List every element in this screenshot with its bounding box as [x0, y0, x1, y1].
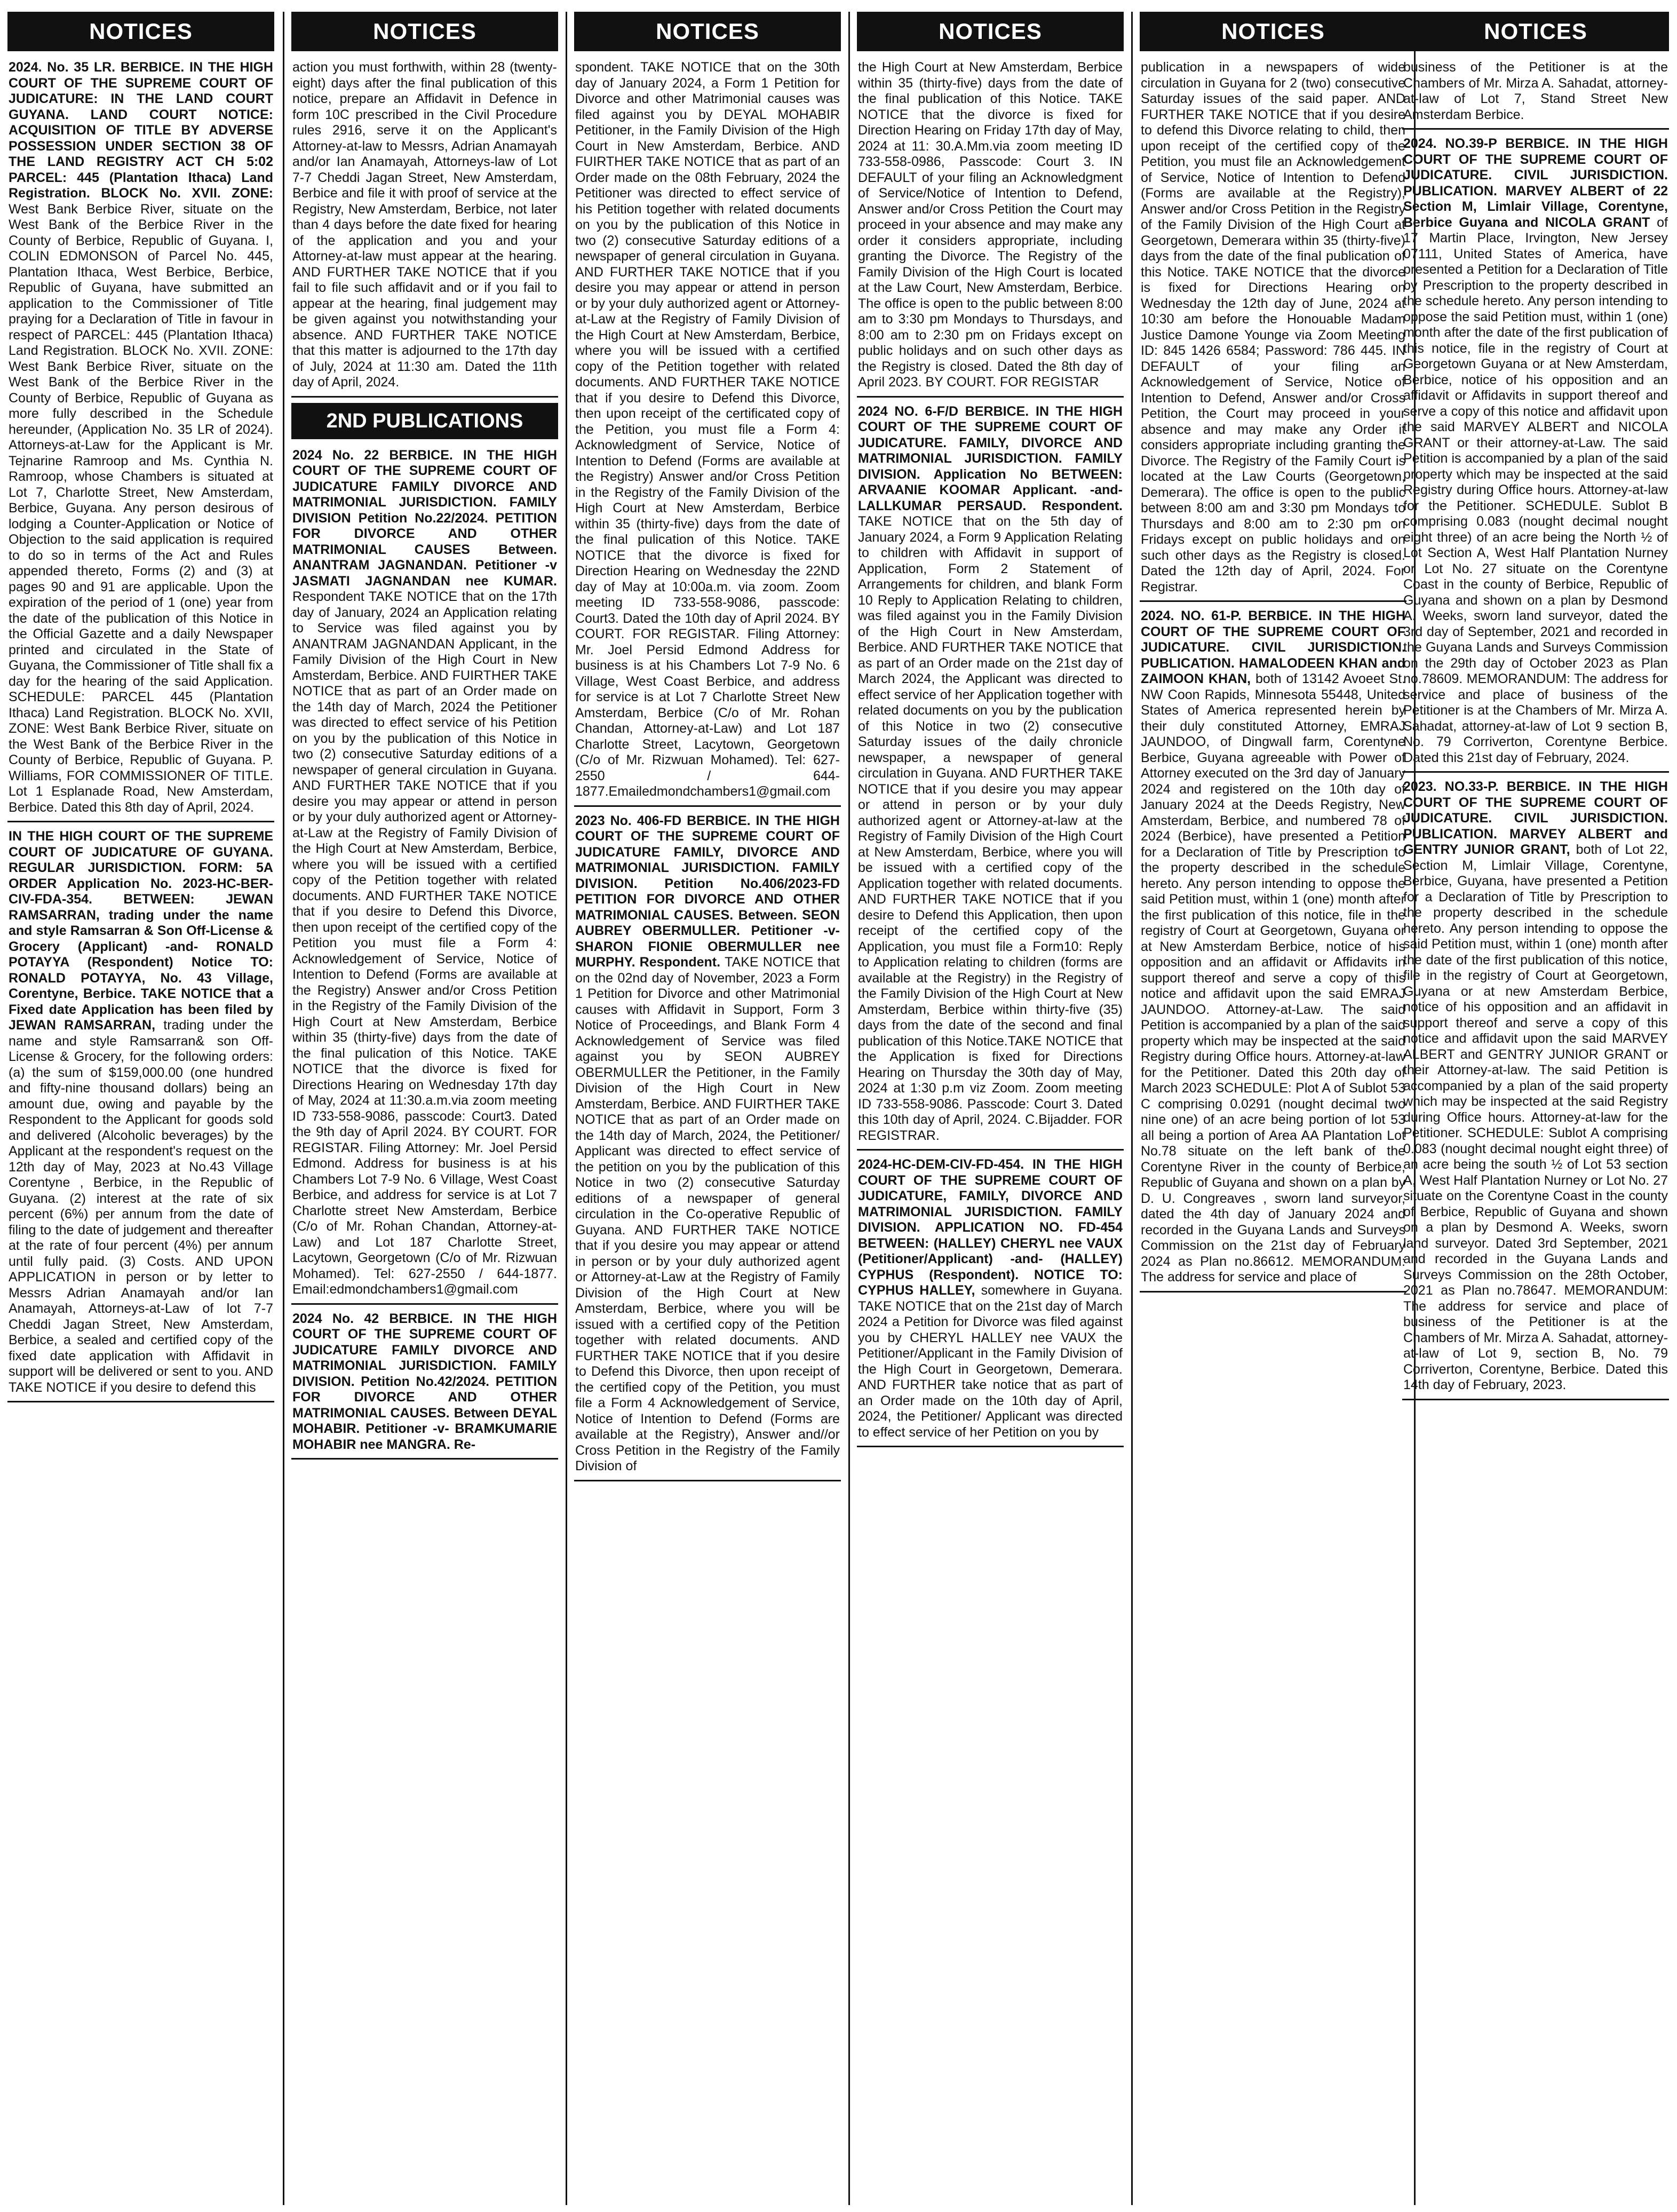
notice: 2024 No. 42 BERBICE. IN THE HIGH COURT OF THE SUPREME COURT OF JUDICATURE FAMILY DIVORCE AND MATRIMONIAL JURISDICTION. FAMILY DIVISION. Petition No.42/2024. PETITION FOR DIVORCE AND OTHER MATRIMONIAL CAUSES. Between DEYAL MOHABIR. Petitioner -v- BRAMKUMARIE MOHABIR nee MANGRA. Re-	[291, 1310, 558, 1460]
notice: 2024 No. 22 BERBICE. IN THE HIGH COURT OF THE SUPREME COURT OF JUDICATURE FAMILY DIVORCE AND MATRIMONIAL JURISDICTION. FAMILY DIVISION Petition No.22/2024. PETITION FOR DIVORCE AND OTHER MATRIMONIAL CAUSES Between. ANANTRAM JAGNANDAN. Petitioner -v JASMATI JAGNANDAN nee KUMAR. Respondent TAKE NOTICE that on the 17th day of January, 2024 an Application relating to Service was filed against you by ANANTRAM JAGNANDAN Applicant, in the Family Division of the High Court in New Amsterdam, Berbice. AND FUIRTHER TAKE NOTICE that as part of an Order made on the 14th day of March, 2024 the Petitioner was directed to effect service of his Petition on you by the publication of this Notice in two (2) consecutive Saturday editions of a newspaper of general circulation in Guyana. AND FURTHER TAKE NOTICE that if you desire you may appear or attend in person or by your duly authorized agent or Attorney-at-Law at the Registry of Family Division of the High Court at New Amsterdam, Berbice, where you will be issued with a certified copy of the Petition together with related documents. AND FURTHER TAKE NOTICE that if you desire to Defend this Divorce, then upon receipt of the certified copy of the Petition you must file a Form 4: Acknowledgement of Service, Notice of Intention to Defend (Forms are available at the Registry) Answer and/or Cross Petition in the Registry of the Family Division of the High Court at New Amsterdam, Berbice within 35 (thirty-five) days from the date of the final pulication of this Notice. TAKE NOTICE that the divorce is fixed for Directions Hearing on Wednesday 17th day of May, 2024 at 11:30.a.m.via zoom meeting ID 733-558-9086, passcode: Court3. Dated the 9th day of April 2024. BY COURT. FOR REGISTAR. Filing Attorney: Mr. Joel Persid Edmond. Address for business is at his Chambers Lot 7-9 No. 6 Village, West Coast Berbice, and address for service is at Lot 7 Charlotte street New Amsterdam, Berbice (C/o of Mr. Rohan Chandan, Attorney-at-Law) and Lot 187 Charlotte Street, Lacytown, Georgetown (C/o of Mr. Rizwuan Mohamed). Tel: 627-2550 / 644-1877. Email:edmondchambers1@gmail.com	[291, 447, 558, 1305]
column-header: NOTICES	[7, 12, 274, 51]
column-5	[1140, 12, 1406, 2205]
column-3	[574, 12, 841, 2205]
notice: 2024-HC-DEM-CIV-FD-454. IN THE HIGH COURT OF THE SUPREME COURT OF JUDICATURE, FAMILY, DIVORCE AND MATRIMONIAL JURISDICTION. FAMILY DIVISION. APPLICATION NO. FD-454 BETWEEN: (HALLEY) CHERYL nee VAUX (Petitioner/Applicant) -and- (HALLEY) CYPHUS (Respondent). NOTICE TO: CYPHUS HALLEY, somewhere in Guyana. TAKE NOTICE that on the 21st day of March 2024 a Petition for Divorce was filed against you by CHERYL HALLEY nee VAUX the Petitioner/Applicant in the Family Division of the High Court in Georgetown, Demerara. AND FURTHER take notice that as part of an Order made on the 10th day of April, 2024, the Petitioner/ Applicant was directed to effect service of her Petition on you by	[857, 1156, 1124, 1447]
notice: 2024 NO. 6-F/D BERBICE. IN THE HIGH COURT OF THE SUPREME COURT OF JUDICATURE. FAMILY, DIVORCE AND MATRIMONIAL JURISDICTION. FAMILY DIVISION. Application No BETWEEN: ARVAANIE KOOMAR Applicant. -and- LALLKUMAR PERSAUD. Respondent. TAKE NOTICE that on the 5th day of January 2024, a Form 9 Application Relating to children with Affidavit in support of Application, Form 2 Statement of Arrangements for children, and blank Form 10 Reply to Application Relating to children, was filed against you in the Family Division of the High Court in New Amsterdam, Berbice. AND FURTHER TAKE NOTICE that as part of an Order made on the 21st day of March 2024, the Applicant was directed to effect service of her Application together with related documents on you by the publication of this Notice in two (2) consecutive Saturday issues of the daily chronicle newspaper, a newspaper of general circulation in Guyana. AND FURTHER TAKE NOTICE that if you desire you may appear or attend in person or by your duly authorized agent or Attorney-at-law at the Registry of Family Division of the High Court at New Amsterdam, Berbice, where you will be issued with a certified copy of the Application together with related documents. AND FURTHER TAKE NOTICE that if you desire to Defend this Application, then upon receipt of the certified copy of the Application, you must file a Form10: Reply to Application relating to children (forms are available at the Registry) in the Registry of the Family Division of the High Court at New Amsterdam, Berbice within thirty-five (35) days from the date of the second and final publication of this Notice.TAKE NOTICE that the Application is fixed for Directions Hearing on Thursday the 30th day of May, 2024 at 1:30 p.m viz Zoom. Zoom meeting ID 733-558-9086. Passcode: Court 3. Dated this 10th day of April, 2024. C.Bijadder. FOR REGISTRAR.	[857, 403, 1124, 1151]
column-header: NOTICES	[1140, 12, 1406, 51]
column-divider	[283, 12, 284, 2205]
notice: spondent. TAKE NOTICE that on the 30th day of January 2024, a Form 1 Petition for Divorce and other Matrimonial causes was filed against you by DEYAL MOHABIR Petitioner, in the Family Division of the High Court in New Amsterdam, Berbice. AND FUIRTHER TAKE NOTICE that as part of an Order made on the 08th February, 2024 the Petitioner was directed to effect service of his Petition together with related documents on you by the publication of this Notice in two (2) consecutive Saturday editions of a newspaper of general circulation in Guyana. AND FURTHER TAKE NOTICE that if you desire you may appear or attend in person or by your duly authorized agent or Attorney-at-Law at the Registry of Family Division of the High Court at New Amsterdam, Berbice, where you will be issued with a certified copy of the Petition together with related documents. AND FURTHER TAKE NOTICE that if you desire to Defend this Divorce, then upon receipt of the certificated copy of the Petition, you must file a Form 4: Acknowledgment of Service, Notice of Intention to Defend (Forms are available at the Registry) Answer and/or Cross Petition in the Registry of the Family Division of the High Court at New Amsterdam, Berbice within 35 (thirty-five) days from the date of the final pulication of this Notice. TAKE NOTICE that the divorce is fixed for Direction Hearing on Wednesday the 22ND day of May at 10:00a.m. via zoom. Zoom meeting ID 733-558-9086, passcode: Court3. Dated the 10th day of April 2024. BY COURT. FOR REGISTAR. Filing Attorney: Mr. Joel Persid Edmond Address for business is at his Chambers Lot 7-9 No. 6 Village, West Coast Berbice, and address for service is at Lot 7 Charlotte Street New Amsterdam, Berbice (C/o of Mr. Rohan Chandan, Attorney-at-Law) and Lot 187 Charlotte Street, Lacytown, Georgetown (C/o of Mr. Rizwuan Mohamed). Tel: 627-2550 / 644-1877.Emailedmondchambers1@gmail.com	[574, 59, 841, 807]
notice: publication in a newspapers of wide circulation in Guyana for 2 (two) consecutive Saturday issues of the said paper. AND FURTHER TAKE NOTICE that if you desire to defend this Divorce relating to child, then upon receipt of the certified copy of the Petition, you must file an Acknowledgement of Service, Notice of Intention to Defend (Forms are available at the Registry), Answer and/or Cross Petition in the Registry of the Family Division of the High Court at Georgetown, Demerara within 35 (thirty-five) days from the date of the final publication of this Notice. TAKE NOTICE that the divorce is fixed for Directions Hearing on Wednesday the 12th day of June, 2024 at 10:30 am before the Honouable Madam Justice Damone Younge via Zoom Meeting ID: 845 1426 6584; Password: 786 445. IN DEFAULT of your filing an Acknowledgement of Service, Notice of Intention to Defend, Answer and/or Cross Petition, the Court may proceed in your absence and may make any Order it considers appropriate including granting the Divorce. The Registry of the Family Court is located at the Law Courts (Georgetown, Demerara). The office is open to the public between 8:00 am and 3:30 pm Mondays to Thursdays and 8:00 am to 2:30 pm on Fridays except on public holidays and on such other days as the Registry is closed. Dated the 12th day of April, 2024. For Registrar.	[1140, 59, 1406, 602]
column-divider	[848, 12, 850, 2205]
notice: the High Court at New Amsterdam, Berbice within 35 (thirty-five) days from the date of the final publication of this Notice. TAKE NOTICE that the divorce is fixed for Direction Hearing on Friday 17th day of May, 2024 at 11: 30.A.Mm.via zoom meeting ID 733-558-0986, Passcode: Court 3. IN DEFAULT of your filing an Acknowledgment of Service/Notice of Intention to Defend, Answer and/or Cross Petition the Court may proceed in your absence and may make any order it considers appropriate, including granting the Divorce. The Registry of the Family Division of the High Court is located at the Law Court, New Amsterdam, Berbice. The office is open to the public between 8:00 am to 3:30 pm Mondays to Thursdays, and 8:00 am to 2:30 pm on Fridays except on public holidays and on such other days as the Registry is closed. Dated the 8th day of April 2023. BY COURT. FOR REGISTAR	[857, 59, 1124, 398]
column-divider	[1131, 12, 1133, 2205]
column-header: NOTICES	[1402, 12, 1669, 51]
notice: 2023. NO.33-P. BERBICE. IN THE HIGH COURT OF THE SUPREME COURT OF JUDICATURE. CIVIL JURISDICTION. PUBLICATION. MARVEY ALBERT and GENTRY JUNIOR GRANT, both of Lot 22, Section M, Limlair Village, Corentyne, Berbice, Guyana, have presented a Petition for a Declaration of Title by Prescription to the property described in the schedule hereto. Any person intending to oppose the said Petition must, within 1 (one) month after the date of the first publication of this notice, file in the registry of Court at Georgetown, Guyana or at new Amsterdam Berbice, notice of his opposition and an affidavit in support thereof and serve a copy of this notice and affidavit upon the said MARVEY ALBERT and GENTRY JUNIOR GRANT or their Attorney-at-law. The said Petition is accompanied by a plan of the said property which may be inspected at the said Registry during Office hours. Attorney-at-law for the Petitioner. SCHEDULE: Sublot A comprising 0.083 (nought decimal nought eight three) of an acre being the south ½ of Lot 53 section A, West Half Plantation Nurney or Lot No. 27 situate on the Corentyne Coast in the county of Berbice, Republic of Guyana and shown on a plan by Desmond A. Weeks, sworn land surveyor. Dated 3rd September, 2021 and recorded in the Guyana Lands and Surveys Commission on the 28th October, 2021 as Plan no.78647. MEMORANDUM: The address for service and place of business of the Petitioner is at the Chambers of Mr. Mirza A. Sahadat, attorney-at-law of Lot 9, section B, No. 79 Corriverton, Corentyne, Berbice. Dated this 14th day of February, 2023.	[1402, 778, 1669, 1400]
notice: action you must forthwith, within 28 (twenty- eight) days after the final publication of this notice, prepare an Affidavit in Defence in form 10C prescribed in the Civil Procedure rules 2916, serve it on the Applicant's Attorney-at-law to Messrs, Adrian Anamayah and/or Ian Anamayah, Attorneys-law of Lot 7-7 Cheddi Jagan Street, New Amsterdam, Berbice and file it with proof of service at the Registry, New Amsterdam, Berbice, not later than 4 days before the date fixed for hearing of the application and you and your Attorney-at-law must appear at the hearing. AND FURTHER TAKE NOTICE that if you fail to file such affidavit and or if you fail to appear at the hearing, final judgement may be given against you notwithstanding your absence. AND FURTHER TAKE NOTICE that this matter is adjourned to the 17th day of July, 2024 at 11:30 am. Dated the 11th day of April, 2024.	[291, 59, 558, 398]
notice: 2024. No. 35 LR. BERBICE. IN THE HIGH COURT OF THE SUPREME COURT OF JUDICATURE: IN THE LAND COURT GUYANA. LAND COURT NOTICE: ACQUISITION OF TITLE BY ADVERSE POSSESSION UNDER SECTION 38 OF THE LAND REGISTRY ACT CH 5:02 PARCEL: 445 (Plantation Ithaca) Land Registration. BLOCK No. XVII. ZONE: West Bank Berbice River, situate on the West Bank of the Berbice River in the County of Berbice, Republic of Guyana. I, COLIN EDMONSON of Parcel No. 445, Plantation Ithaca, West Berbice, Berbice, Republic of Guyana, have submitted an application to the Commissioner of Title praying for a Declaration of Title in favour in respect of PARCEL: 445 (Plantation Ithaca) Land Registration. BLOCK No. XVII. ZONE: West Bank Berbice River, situate on the West Bank of the Berbice River in the County of Berbice, Republic of Guyana as more fully described in the Schedule hereunder, (Application No. 35 LR of 2024). Attorneys-at-Law for the Applicant is Mr. Tejnarine Ramroop and Ms. Cynthia N. Ramroop, whose Chambers is situated at Lot 7, Charlotte Street, New Amsterdam, Berbice, Guyana. Any person desirous of lodging a Counter-Application or Notice of Objection to the said application is required to do so in terms of the Act and Rules appended thereto, Forms (2) and (3) at pages 90 and 91 are applicable. Upon the expiration of the period of 1 (one) year from the date of the publication of this Notice in the Official Gazette and a daily Newspaper printed and circulated in the State of Guyana, the Commissioner of Title shall fix a day for the hearing of the said Application. SCHEDULE: PARCEL 445 (Plantation Ithaca) Land Registration. BLOCK No. XVII, ZONE: West Bank Berbice River, situate on the West Bank of the Berbice River in the County of Berbice, Republic of Guyana. P. Williams, FOR COMMISSIONER OF TITLE. Lot 1 Esplanade Road, New Amsterdam, Berbice. Dated this 8th day of April, 2024.	[7, 59, 274, 822]
column-6	[1402, 12, 1669, 2205]
column-header: NOTICES	[291, 12, 558, 51]
column-header: NOTICES	[574, 12, 841, 51]
notice: business of the Petitioner is at the Chambers of Mr. Mirza A. Sahadat, attorney-at-law of Lot 7, Stand Street New Amsterdam Berbice.	[1402, 59, 1669, 130]
column-1	[7, 12, 274, 2205]
column-2	[291, 12, 558, 2205]
notice: 2024. NO.39-P BERBICE. IN THE HIGH COURT OF THE SUPREME COURT OF JUDICATURE. CIVIL JURISDICTION. PUBLICATION. MARVEY ALBERT of 22 Section M, Limlair Village, Corentyne, Berbice Guyana and NICOLA GRANT of 17 Martin Place, Irvington, New Jersey 07111, United States of America, have presented a Petition for a Declaration of Title by Prescription to the property described in the schedule hereto. Any person intending to oppose the said Petition must, within 1 (one) month after the date of the first publication of this notice, file in the registry of Court at Georgetown Guyana or at New Amsterdam, Berbice, notice of his opposition and an affidavit or Affidavits in support thereof and serve a copy of this notice and affidavit upon the said MARVEY ALBERT and NICOLA GRANT or their attorney-at-Law. The said Petition is accompanied by a plan of the said property which may be inspected at the said Registry during Office hours. Attorney-at-law for the Petitioner. SCHEDULE. Sublot B comprising 0.083 (nought decimal nought eight three) of an acre being the North ½ of Lot Section A, West Half Plantation Nurney or Lot No. 27 situate on the Corentyne Coast in the county of Berbice, Republic of Guyana and shown on a plan by Desmond A. Weeks, sworn land surveyor, dated the 3rd day of September, 2021 and recorded in the Guyana Lands and Surveys Commission on the 29th day of October 2023 as Plan no.78609. MEMORANDUM: The address for service and place of business of the Petitioner is at the Chambers of Mr. Mirza A. Sahadat, attorney-at-law of Lot 9 section B, No. 79 Corriverton, Corentyne Berbice. Dated this 21st day of February, 2024.	[1402, 135, 1669, 773]
column-4	[857, 12, 1124, 2205]
notice: IN THE HIGH COURT OF THE SUPREME COURT OF JUDICATURE OF GUYANA. REGULAR JURISDICTION. FORM: 5A ORDER Application No. 2023-HC-BER-CIV-FDA-354. BETWEEN: JEWAN RAMSARRAN, trading under the name and style Ramsarran & Son Off-License & Grocery (Applicant) -and- RONALD POTAYYA (Respondent) Notice TO: RONALD POTAYYA, No. 43 Village, Corentyne, Berbice. TAKE NOTICE that a Fixed date Application has been filed by JEWAN RAMSARRAN, trading under the name and style Ramsarran& son Off-License & Grocery, for the following orders: (a) the sum of $159,000.00 (one hundred and fifty-nine thousand dollars) being an amount due, owing and payable by the Respondent to the Applicant for goods sold and delivered (Alcoholic beverages) by the Applicant at the respondent's request on the 12th day of May, 2023 at No.43 Village Corentyne , Berbice, in the Republic of Guyana. (2) interest at the rate of six percent (6%) per annum from the date of filing to the date of judgement and thereafter at the rate of four percent (4%) per annum until fully paid. (3) Costs. AND UPON APPLICATION in person or by letter to Messrs Adrian Anamayah and/or Ian Anamayah, Attorneys-at-Law of lot 7-7 Cheddi Jagan Street, New Amsterdam, Berbice, a sealed and certified copy of the fixed date application with Affidavit in support will be delivered or sent to you. AND TAKE NOTICE if you desire to defend this	[7, 828, 274, 1402]
column-header: NOTICES	[857, 12, 1124, 51]
column-divider	[566, 12, 567, 2205]
notice: 2023 No. 406-FD BERBICE. IN THE HIGH COURT OF THE SUPREME COURT OF JUDICATURE FAMILY, DIVORCE AND MATRIMONIAL JURISDICTION. FAMILY DIVISION. Petition No.406/2023-FD PETITION FOR DIVORCE AND OTHER MATRIMONIAL CAUSES. Between. SEON AUBREY OBERMULLER. Petitioner -v- SHARON FIONIE OBERMULLER nee MURPHY. Respondent. TAKE NOTICE that on the 02nd day of November, 2023 a Form 1 Petition for Divorce and other Matrimonial causes with Affidavit in Support, Form 3 Notice of Proceedings, and Blank Form 4 Acknowledgement of Service was filed against you by SEON AUBREY OBERMULLER the Petitioner, in the Family Division of the High Court in New Amsterdam, Berbice. AND FUIRTHER TAKE NOTICE that as part of an Order made on the 14th day of March, 2024, the Petitioner/ Applicant was directed to effect service of the petition on you by the publication of this Notice in two (2) consecutive Saturday editions of a newspaper of general circulation in the Co-operative Republic of Guyana. AND FURTHER TAKE NOTICE that if you desire you may appear or attend in person or by your duly authorized agent or Attorney-at-Law at the Registry of Family Division of the High Court at New Amsterdam, Berbice, where you will be issued with a certified copy of the Petition together with related documents. AND FURTHER TAKE NOTICE that if you desire to Defend this Divorce, then upon receipt of the certified copy of the Petition, you must file a Form 4 Acknowledgement of Service, Notice of Intention to Defend (Forms are available at the Registry), Answer and//or Cross Petition in the Registry of the Family Division of	[574, 812, 841, 1481]
notice: 2024. NO. 61-P. BERBICE. IN THE HIGH COURT OF THE SUPREME COURT OF JUDICATURE. CIVIL JURISDICTION. PUBLICATION. HAMALODEEN KHAN and ZAIMOON KHAN, both of 13142 Avoeet St. NW Coon Rapids, Minnesota 55448, United States of America represented herein by their duly constituted Attorney, EMRAJ JAUNDOO, of Dingwall farm, Corentyne Berbice, Guyana agreeable with Power of Attorney executed on the 3rd day of January 2024 and registered on the 10th day of January 2024 at the Deeds Registry, New Amsterdam, Berbice, and numbered 78 of 2024 (Berbice), have presented a Petition for a Declaration of Title by Prescription to the property described in the schedule hereto. Any person intending to oppose the said Petition must, within 1 (one) month after the first publication of this notice, file in the registry of Court at Georgetown, Guyana or at New Amsterdam Berbice, notice of his opposition and an affidavit or Affidavits in support thereof and serve a copy of this notice and affidavit upon the said EMRAJ JAUNDOO. Attorney-at-Law. The said Petition is accompanied by a plan of the said property which may be inspected at the said Registry during Office hours. Attorney-at-law for the Petitioner. Dated this 20th day of March 2023 SCHEDULE: Plot A of Sublot 53 C comprising 0.0291 (nought decimal two nine one) of an acre being portion of lot 53 all being a portion of Area AA Plantation Lot No.78 situate on the left bank of the Corentyne River in the county of Berbice, Republic of Guyana and shown on a plan by D. U. Congreaves , sworn land surveyor, dated the 4th day of January 2024 and recorded in the Guyana Lands and Surveys Commission on the 21st day of February 2024 as Plan no.86612. MEMORANDUM: The address for service and place of	[1140, 607, 1406, 1293]
section-header: 2ND PUBLICATIONS	[291, 403, 558, 439]
